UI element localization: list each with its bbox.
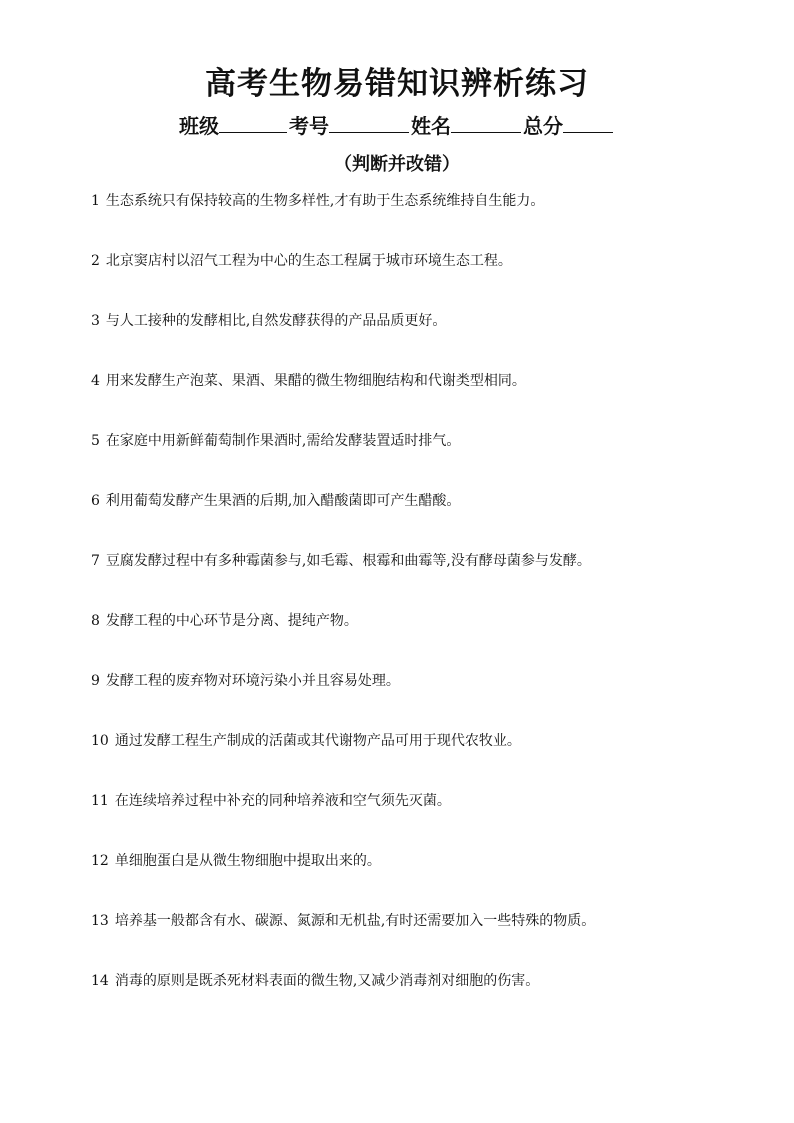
question-item xyxy=(91,728,771,788)
page-title: 高考生物易错知识辨析练习 xyxy=(205,66,589,102)
question-text: 消毒的原则是既杀死材料表面的微生物,又减少消毒剂对细胞的伤害。 xyxy=(114,973,540,989)
question-text: 发酵工程的废弃物对环境污染小并且容易处理。 xyxy=(105,673,400,689)
question-item xyxy=(91,428,771,488)
question-text: 单细胞蛋白是从微生物细胞中提取出来的。 xyxy=(114,853,381,869)
question-item xyxy=(91,788,771,848)
question-item xyxy=(91,308,771,368)
total-score-blank xyxy=(563,112,613,133)
question-number: 7 xyxy=(91,553,100,569)
student-info-line xyxy=(0,110,794,139)
question-text: 利用葡萄发酵产生果酒的后期,加入醋酸菌即可产生醋酸。 xyxy=(105,493,461,509)
question-number: 14 xyxy=(91,973,109,989)
name-blank xyxy=(451,112,521,133)
class-label: 班级 xyxy=(179,114,219,138)
question-number: 2 xyxy=(91,253,100,269)
exam-number-blank xyxy=(329,112,409,133)
question-number: 8 xyxy=(91,613,100,629)
total-score-label: 总分 xyxy=(523,114,563,138)
question-number: 12 xyxy=(91,853,109,869)
question-number: 1 xyxy=(91,193,100,209)
question-number: 3 xyxy=(91,313,100,329)
question-number: 5 xyxy=(91,433,100,449)
question-item xyxy=(91,548,771,608)
exam-number-label: 考号 xyxy=(289,114,329,138)
question-item xyxy=(91,848,771,908)
question-number: 9 xyxy=(91,673,100,689)
question-text: 北京窦店村以沼气工程为中心的生态工程属于城市环境生态工程。 xyxy=(105,253,512,269)
question-item xyxy=(91,668,771,728)
name-label: 姓名 xyxy=(411,114,451,138)
question-item xyxy=(91,968,771,1028)
question-text: 培养基一般都含有水、碳源、氮源和无机盐,有时还需要加入一些特殊的物质。 xyxy=(114,913,596,929)
question-number: 11 xyxy=(91,793,109,809)
question-item xyxy=(91,248,771,308)
question-item xyxy=(91,908,771,968)
question-text: 在连续培养过程中补充的同种培养液和空气须先灭菌。 xyxy=(114,793,451,809)
class-blank xyxy=(219,112,287,133)
question-number: 13 xyxy=(91,913,109,929)
question-text: 用来发酵生产泡菜、果酒、果醋的微生物细胞结构和代谢类型相同。 xyxy=(105,373,526,389)
question-number: 10 xyxy=(91,733,109,749)
question-text: 豆腐发酵过程中有多种霉菌参与,如毛霉、根霉和曲霉等,没有酵母菌参与发酵。 xyxy=(105,553,591,569)
question-item xyxy=(91,608,771,668)
question-number: 6 xyxy=(91,493,100,509)
question-item xyxy=(91,488,771,548)
question-text: 在家庭中用新鲜葡萄制作果酒时,需给发酵装置适时排气。 xyxy=(105,433,461,449)
question-number: 4 xyxy=(91,373,100,389)
question-list xyxy=(91,188,771,1028)
question-text: 与人工接种的发酵相比,自然发酵获得的产品品质更好。 xyxy=(105,313,447,329)
question-item xyxy=(91,188,771,248)
page-subtitle: （判断并改错） xyxy=(334,154,460,175)
question-text: 通过发酵工程生产制成的活菌或其代谢物产品可用于现代农牧业。 xyxy=(114,733,521,749)
question-text: 生态系统只有保持较高的生物多样性,才有助于生态系统维持自生能力。 xyxy=(105,193,545,209)
question-text: 发酵工程的中心环节是分离、提纯产物。 xyxy=(105,613,358,629)
question-item xyxy=(91,368,771,428)
